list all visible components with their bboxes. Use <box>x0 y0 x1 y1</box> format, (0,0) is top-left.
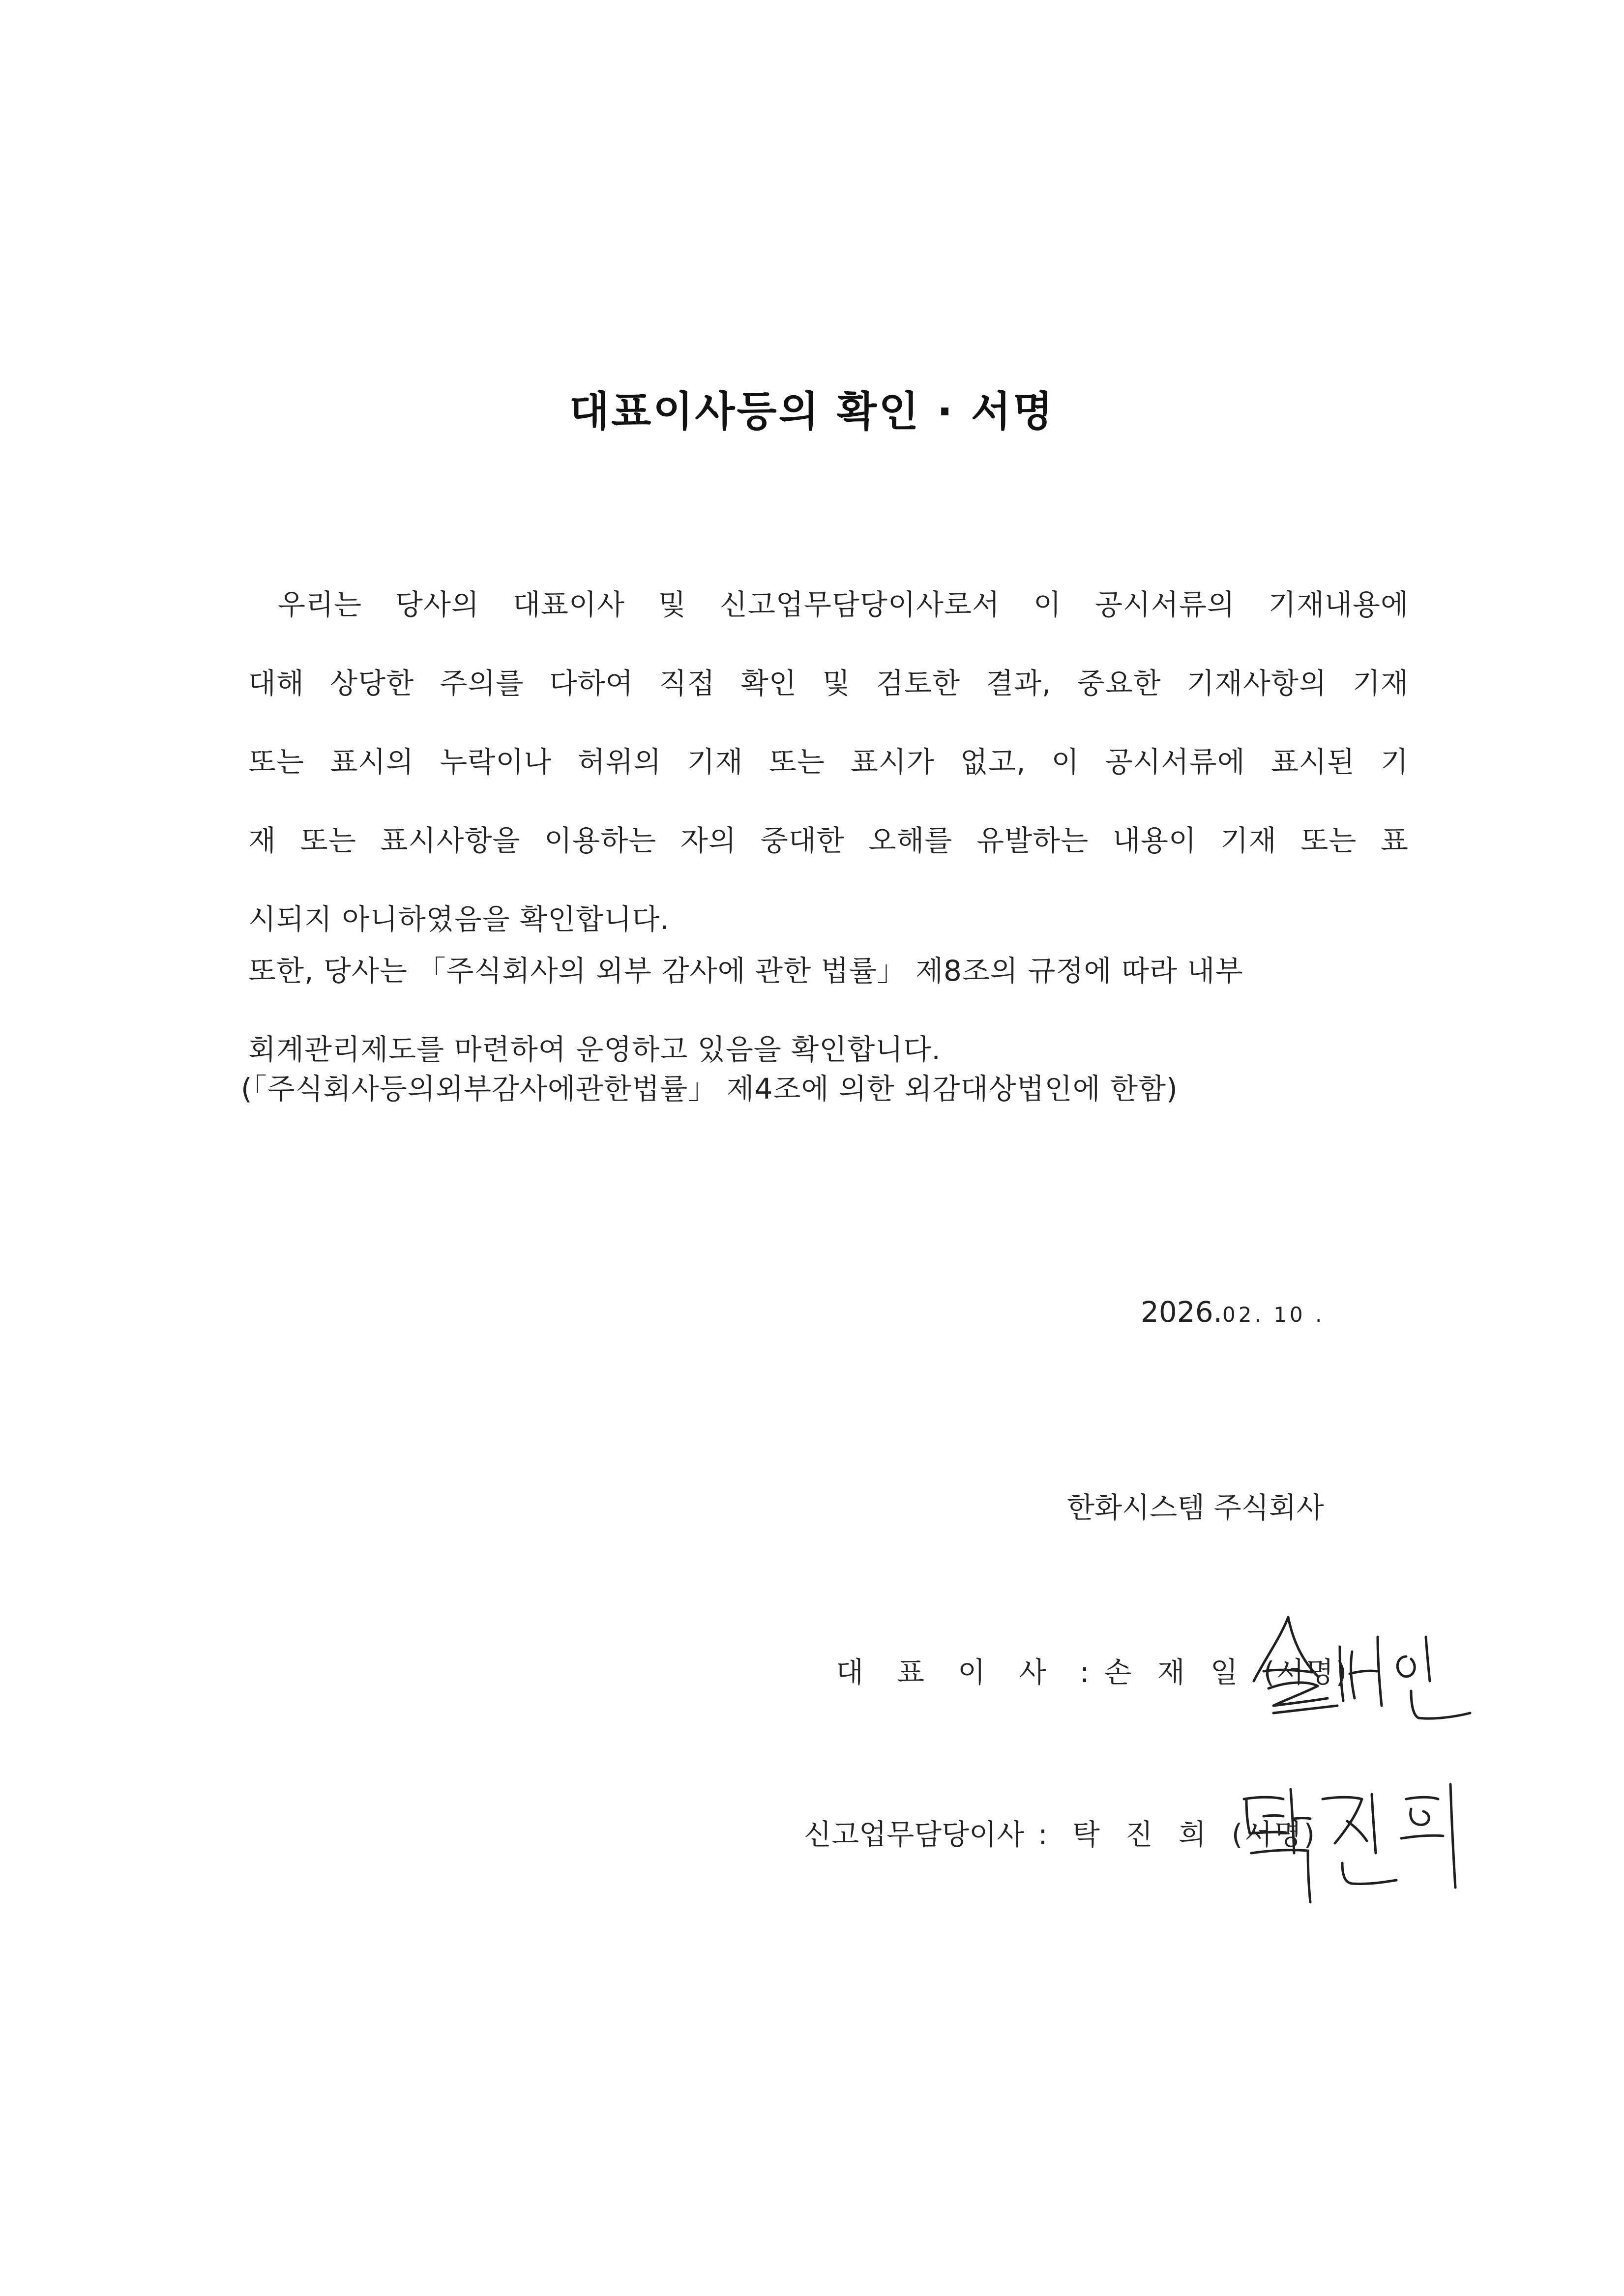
company-name: 한화시스템 주식회사 <box>1067 1491 1324 1524</box>
document-title: 대표이사등의 확인 · 서명 <box>569 387 1055 436</box>
paragraph-line: 또한, 당사는 「주식회사의 외부 감사에 관한 법률」 제8조의 규정에 따라 내부 <box>248 954 1243 988</box>
paragraph-line: 또는 표시의 누락이나 허위의 기재 또는 표시가 없고, 이 공시서류에 표시된 기 <box>248 745 1409 779</box>
role-separator: : <box>1080 1656 1090 1689</box>
date-day-handwritten: . 10 . <box>1254 1303 1325 1327</box>
confirmation-paragraph <box>248 565 1409 959</box>
ceo-handwritten-signature <box>1234 1607 1475 1735</box>
sign-label: (서명) <box>1263 1656 1349 1689</box>
note-line: (「주식회사등의외부감사에관한법률」 제4조에 의한 외감대상법인에 한함) <box>241 1072 1178 1105</box>
date-year: 2026. <box>1141 1295 1223 1329</box>
date-month-handwritten: 02 <box>1222 1303 1255 1327</box>
scope-note <box>241 1049 1401 1128</box>
document-date <box>1141 1295 1325 1329</box>
sign-label: (서명) <box>1231 1818 1317 1851</box>
paragraph-line: 시되지 아니하였음을 확인합니다. <box>248 902 670 936</box>
paragraph-line: 대해 상당한 주의를 다하여 직접 확인 및 검토한 결과, 중요한 기재사항의 기재 <box>248 667 1409 700</box>
signatory-role: 신고업무담당이사 <box>804 1818 1025 1851</box>
signatory-name: 손재일 <box>1104 1656 1264 1689</box>
paragraph-line: 재 또는 표시사항을 이용하는 자의 중대한 오해를 유발하는 내용이 기재 또는 표 <box>248 824 1409 857</box>
signatory-name: 탁진희 <box>1072 1818 1232 1851</box>
signatory-role: 대표이사 <box>836 1656 1080 1689</box>
role-separator: : <box>1038 1818 1048 1851</box>
paragraph-line: 우리는 당사의 대표이사 및 신고업무담당이사로서 이 공시서류의 기재내용에 <box>278 588 1409 621</box>
officer-handwritten-signature <box>1224 1770 1470 1917</box>
paragraph-line: 회계관리제도를 마련하여 운영하고 있음을 확인합니다. <box>248 1033 941 1066</box>
